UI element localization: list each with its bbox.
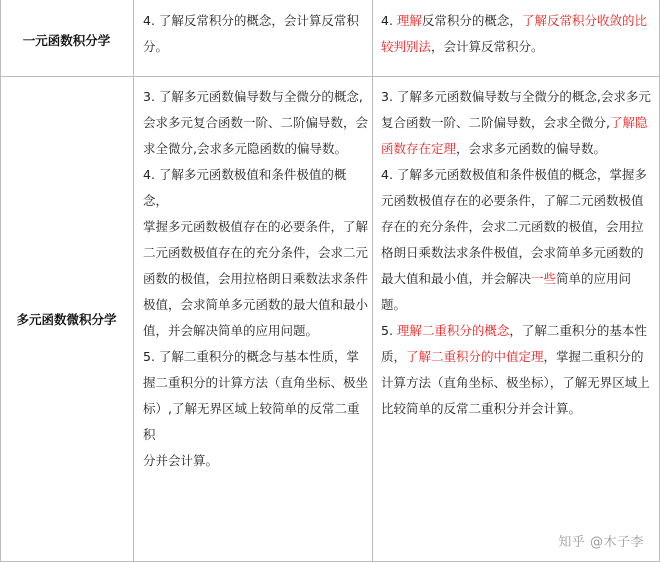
text-line: 4. 了解反常积分的概念，会计算反常积 [143, 13, 359, 28]
text-line: 函数的极值，会用拉格朗日乘数法求条件 [143, 271, 369, 286]
text-span: 比较简单的反常二重积分并会计算。 [381, 401, 582, 416]
text-line: 会求多元复合函数一阶、二阶偏导数，会 [143, 115, 369, 130]
text-span: ，会求多元函数的偏导数。 [456, 141, 607, 156]
highlighted-text: 了解反常积分收敛的比 [521, 13, 647, 28]
text-span: ，会计算反常积分。 [431, 39, 544, 54]
text-span: 简单的应用问题。 [381, 271, 632, 312]
text-line: 值，并会解决简单的应用问题。 [143, 323, 319, 338]
text-span: 反常积分的概念， [421, 13, 522, 28]
text-span: 4. 了解多元函数极值和条件极值的概念，掌握多 [381, 167, 647, 182]
text-line: 3. 了解多元函数偏导数与全微分的概念, [143, 89, 363, 104]
text-span: ，掌握二重积分的 [543, 349, 644, 364]
text-line: 分。 [143, 39, 169, 54]
text-span: 格朗日乘数法求条件极值，会求简单多元函数的 [381, 245, 644, 260]
text-line: 求全微分,会求多元隐函数的偏导数。 [143, 141, 347, 156]
text-span: 计算方法（直角坐标、极坐标），了解无界区域上 [381, 375, 650, 390]
text-line: 二元函数极值存在的充分条件，会求二元 [143, 245, 369, 260]
highlighted-text: 了解隐 [609, 115, 648, 130]
new-syllabus-cell-2 [381, 84, 655, 422]
text-line: 极值，会求简单多元函数的最大值和最小 [143, 297, 369, 312]
text-span: 最大值和最小值，并会解决 [381, 271, 532, 286]
text-line [381, 136, 655, 162]
new-syllabus-cell-1 [381, 8, 655, 60]
watermark: 知乎 @木子李 [558, 535, 644, 550]
text-line [381, 266, 655, 318]
old-syllabus-cell-1 [143, 8, 369, 60]
text-line [381, 188, 655, 214]
highlighted-text: 理解 [396, 13, 422, 28]
row-divider [0, 76, 660, 77]
highlighted-text: 理解二重积分的概念 [396, 323, 510, 338]
text-line [381, 162, 655, 188]
text-line: 分并会计算。 [143, 453, 219, 468]
text-line: 握二重积分的计算方法（直角坐标、极坐 [143, 375, 369, 390]
column-divider-2 [372, 0, 373, 562]
old-syllabus-cell-2 [143, 84, 369, 474]
text-line [381, 370, 655, 396]
text-line [381, 34, 655, 60]
highlighted-text: 了解二重积分的中值定理 [406, 349, 544, 364]
text-line [381, 84, 655, 110]
text-span: 质， [381, 349, 407, 364]
text-line [381, 214, 655, 240]
table-border-left [0, 0, 1, 562]
text-line [381, 110, 655, 136]
subject-label-2: 多元函数微积分学 [16, 312, 117, 327]
text-span: ，了解二重积分的基本性 [509, 323, 647, 338]
text-span: 4. [381, 13, 397, 28]
text-span: 3. 了解多元函数偏导数与全微分的概念,会求多元 [381, 89, 651, 104]
text-span: 存在的充分条件，会求二元函数的极值，会用拉 [381, 219, 644, 234]
text-line [381, 344, 655, 370]
column-divider-1 [133, 0, 134, 562]
text-line: 标）,了解无界区域上较简单的反常二重积 [143, 401, 360, 442]
text-line [381, 240, 655, 266]
text-span: 5. [381, 323, 397, 338]
highlighted-text: 较判别法 [381, 39, 432, 54]
text-line [381, 396, 655, 422]
highlighted-text: 函数存在定理 [381, 141, 457, 156]
text-line [381, 8, 655, 34]
highlighted-text: 一些 [531, 271, 557, 286]
subject-label-1: 一元函数积分学 [22, 33, 111, 48]
text-line: 掌握多元函数极值存在的必要条件，了解 [143, 219, 369, 234]
text-line [381, 318, 655, 344]
text-span: 元函数极值存在的必要条件，了解二元函数极值 [381, 193, 644, 208]
text-line: 5. 了解二重积分的概念与基本性质，掌 [143, 349, 359, 364]
text-line: 4. 了解多元函数极值和条件极值的概念， [143, 167, 347, 208]
text-span: 复合函数一阶、二阶偏导数，会求全微分, [381, 115, 610, 130]
